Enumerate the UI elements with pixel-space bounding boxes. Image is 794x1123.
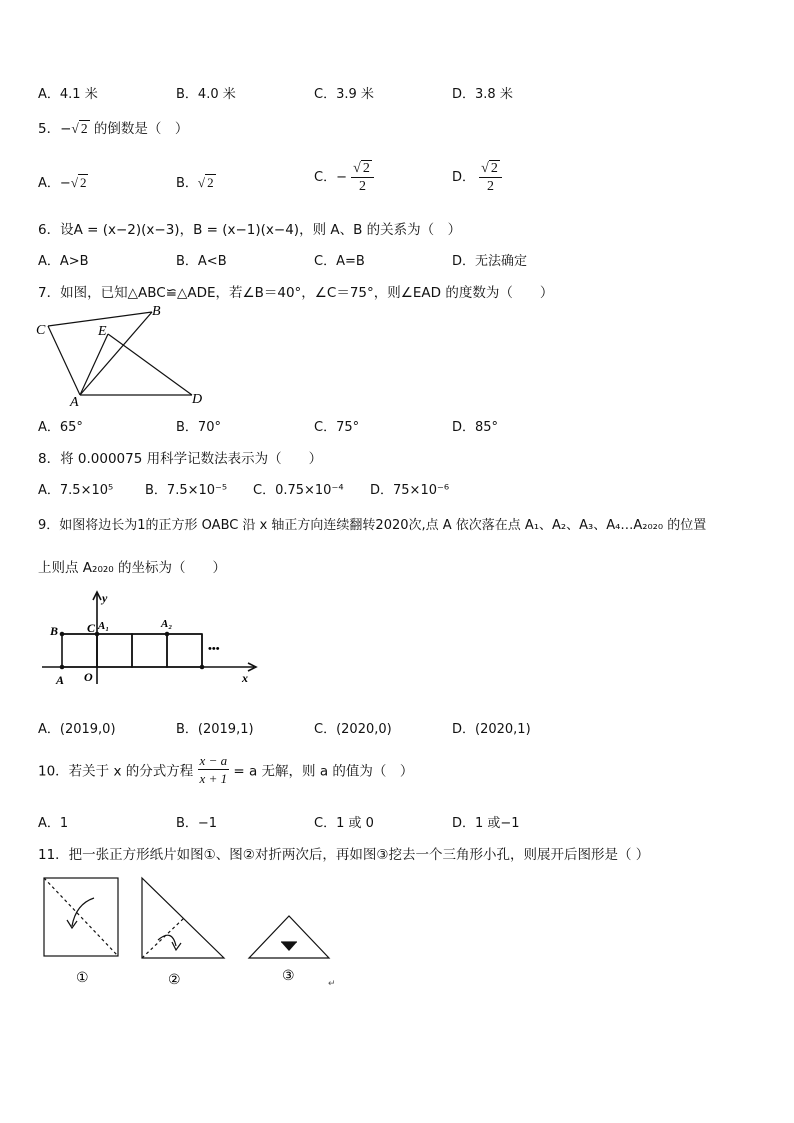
q7-label-e: E [98,324,107,339]
q9-label-a2: A₂ [161,618,173,630]
q7-label-a: A [70,395,79,410]
q9-label-b: B [50,624,59,638]
q10-option-c: C．1 或 0 [314,816,374,831]
q8-option-a: A．7.5×10⁵ [38,483,114,498]
q7-option-a: A．65° [38,420,83,435]
q9-option-d: D．(2020,1) [452,722,531,737]
q9-figure [36,588,266,688]
q5-option-a: A．−√ 2 [38,175,87,191]
q6-stem: 6．设A = (x−2)(x−3)，B = (x−1)(x−4)，则 A、B 的关系为（ ） [38,222,462,238]
q10-fraction: $\frac{x - a}{x + 1}$ [199,753,228,786]
q10-stem: 10．若关于 x 的分式方程 $\frac{x - a}{x + 1}$ = a 无解，则 a 的值为（ ） [38,753,414,786]
q7-stem: 7．如图，已知△ABC≌△ADE，若∠B＝40°，∠C＝75°，则∠EAD 的度数为（ ） [38,285,554,301]
q7-label-d: D [192,392,203,407]
q4-option-b: B．4.0 米 [176,87,236,102]
q11-stem: 11．把一张正方形纸片如图①、图②对折两次后，再如图③挖去一个三角形小孔，则展开后图形是（ ） [38,847,650,863]
q9-label-dots: ••• [208,643,220,655]
q8-option-c: C．0.75×10⁻⁴ [253,483,344,498]
q9-label-o: O [84,670,93,684]
q9-option-b: B．(2019,1) [176,722,254,737]
q8-stem: 8．将 0.000075 用科学记数法表示为（ ） [38,451,323,467]
q9-option-c: C．(2020,0) [314,722,392,737]
q9-stem-line2: 上则点 A₂₀₂₀ 的坐标为（ ） [38,560,226,576]
q6-option-d: D．无法确定 [452,254,528,269]
q5-option-c: C．− $\frac{√ 2}{2}$ [314,160,374,195]
q8-option-b: B．7.5×10⁻⁵ [145,483,228,498]
q9-label-x: x [242,671,248,685]
q11-return-mark: ↵ [328,978,336,988]
q5-option-b: B．√ 2 [176,175,214,191]
q4-option-a: A．4.1 米 [38,87,98,102]
q7-label-c: C [36,323,46,338]
q9-stem-line1: 9．如图将边长为1的正方形 OABC 沿 x 轴正方向连续翻转2020次,点 A 依次落在点 A₁、A₂、A₃、A₄…A₂₀₂₀ 的位置 [38,518,707,533]
q11-label-2: ② [168,973,181,988]
q8-option-d: D．75×10⁻⁶ [370,483,450,498]
q9-label-c: C [87,621,96,635]
q6-option-a: A．A>B [38,254,89,269]
q4-option-d: D．3.8 米 [452,87,513,102]
q7-option-d: D．85° [452,420,499,435]
q4-option-c: C．3.9 米 [314,87,374,102]
q10-option-a: A．1 [38,816,69,831]
q6-option-b: B．A<B [176,254,227,269]
q9-option-a: A．(2019,0) [38,722,116,737]
q5-option-d: D． $\frac{√ 2}{2}$ [452,160,502,195]
q9-label-y: y [102,591,108,605]
q6-option-c: C．A=B [314,254,365,269]
q9-label-a: A [56,673,65,687]
q7-figure [30,300,220,410]
q9-label-a1: A₁ [98,620,110,632]
q5-stem: 5．−√ 2 的倒数是（ ） [38,121,189,137]
q7-option-c: C．75° [314,420,360,435]
q11-figure [36,870,346,995]
q10-option-b: B．−1 [176,816,218,831]
q10-option-d: D．1 或−1 [452,816,520,831]
q11-label-3: ③ [282,969,295,984]
q7-label-b: B [152,304,161,319]
q7-option-b: B．70° [176,420,221,435]
q11-label-1: ① [76,971,89,986]
